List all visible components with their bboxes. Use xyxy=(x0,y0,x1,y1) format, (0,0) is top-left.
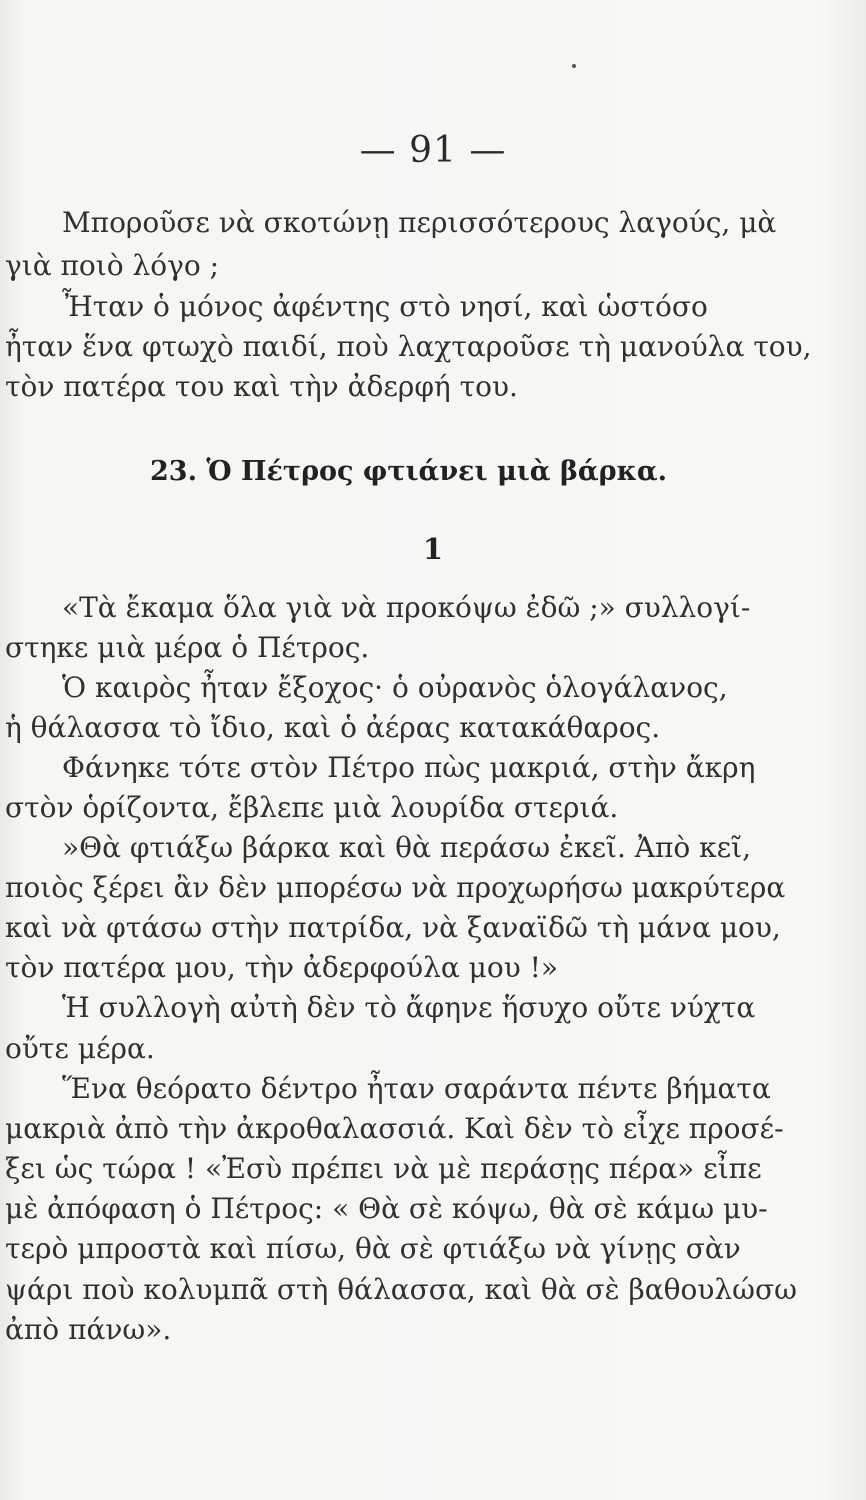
text-line: ψάρι ποὺ κολυμπᾶ στὴ θάλασσα, καὶ θὰ σὲ βαθουλώσω xyxy=(5,1273,797,1306)
text-line: «Τὰ ἔκαμα ὅλα γιὰ νὰ προκόψω ἐδῶ ;» συλλογί- xyxy=(62,591,751,624)
text-line: ποιὸς ξέρει ἂν δὲν μπορέσω νὰ προχωρήσω μακρύτερα xyxy=(5,871,786,904)
text-line: Ἦταν ὁ μόνος ἀφέντης στὸ νησί, καὶ ὡστόσο xyxy=(62,290,708,323)
text-line: ἦταν ἕνα φτωχὸ παιδί, ποὺ λαχταροῦσε τὴ μανούλα του, xyxy=(5,330,812,363)
text-line: »Θὰ φτιάξω βάρκα καὶ θὰ περάσω ἐκεῖ. Ἀπὸ κεῖ, xyxy=(62,831,752,864)
text-line: τὸν πατέρα του καὶ τὴν ἀδερφή του. xyxy=(5,370,518,403)
text-line: Φάνηκε τότε στὸν Πέτρο πὼς μακριά, στὴν ἄκρη xyxy=(62,751,756,784)
text-line: καὶ νὰ φτάσω στὴν πατρίδα, νὰ ξαναϊδῶ τὴ μάνα μου, xyxy=(5,911,781,944)
text-line: Ἕνα θεόρατο δέντρο ἦταν σαράντα πέντε βήματα xyxy=(62,1072,771,1105)
text-line: ἀπὸ πάνω». xyxy=(5,1313,172,1346)
text-line: μὲ ἀπόφαση ὁ Πέτρος: « Θὰ σὲ κόψω, θὰ σὲ κάμω μυ- xyxy=(5,1192,768,1225)
page-number: — 91 — xyxy=(359,130,507,171)
text-line: Ἡ συλλογὴ αὐτὴ δὲν τὸ ἄφηνε ἥσυχο οὔτε νύχτα xyxy=(62,991,756,1024)
text-line: ἡ θάλασσα τὸ ἴδιο, καὶ ὁ ἀέρας κατακάθαρος. xyxy=(5,711,661,744)
text-line: γιὰ ποιὸ λόγο ; xyxy=(5,249,220,282)
text-line: οὔτε μέρα. xyxy=(5,1032,155,1065)
text-line: Ὁ καιρὸς ἦταν ἔξοχος· ὁ οὐρανὸς ὁλογάλανος, xyxy=(62,671,728,704)
text-line: τὸν πατέρα μου, τὴν ἀδερφούλα μου !» xyxy=(5,951,559,984)
text-line: μακριὰ ἀπὸ τὴν ἀκροθαλασσιά. Καὶ δὲν τὸ εἶχε προσέ- xyxy=(5,1112,784,1145)
text-line: τερὸ μπροστὰ καὶ πίσω, θὰ σὲ φτιάξω νὰ γίνῃς σὰν xyxy=(5,1232,741,1265)
text-line: ξει ὡς τώρα ! «Ἐσὺ πρέπει νὰ μὲ περάσῃς πέρα» εἶπε xyxy=(5,1152,762,1185)
section-number: 1 xyxy=(422,532,444,566)
text-line: στὸν ὁρίζοντα, ἔβλεπε μιὰ λουρίδα στεριά. xyxy=(5,791,619,824)
ink-speck xyxy=(572,64,576,68)
chapter-heading: 23. Ὁ Πέτρος φτιάνει μιὰ βάρκα. xyxy=(150,456,668,487)
text-line: Μποροῦσε νὰ σκοτώνῃ περισσότερους λαγούς, μὰ xyxy=(62,206,777,239)
text-line: στηκε μιὰ μέρα ὁ Πέτρος. xyxy=(5,631,370,664)
